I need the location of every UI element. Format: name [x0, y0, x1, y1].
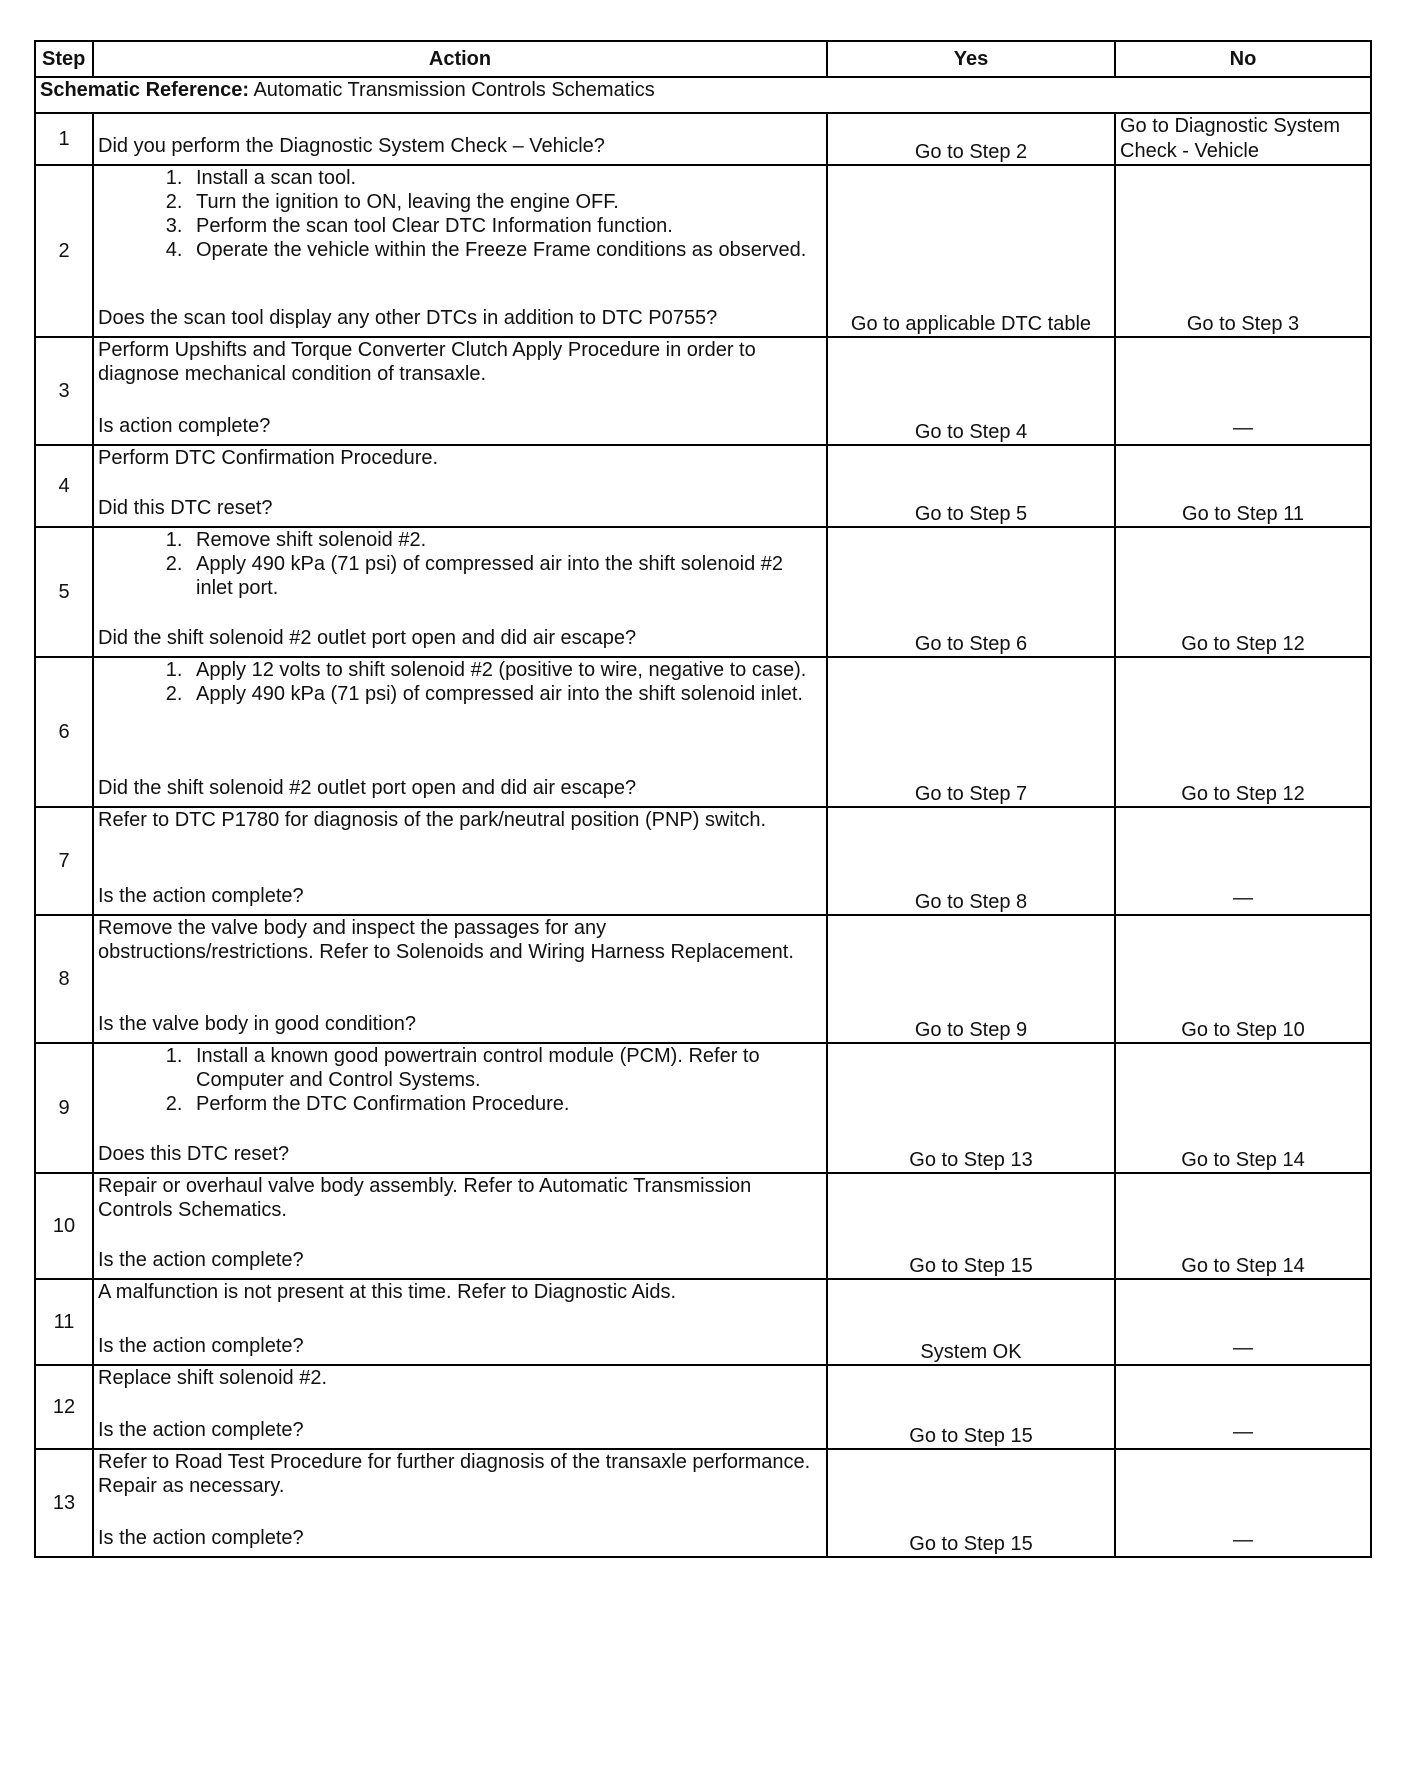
action-cell [93, 1365, 827, 1449]
yes-result: Go to Step 2 [827, 113, 1115, 165]
yes-result: Go to Step 9 [827, 915, 1115, 1043]
no-result: Go to Step 14 [1115, 1173, 1371, 1279]
action-step-list [98, 658, 822, 706]
no-result: Go to Step 3 [1115, 165, 1371, 337]
no-result-dash: — [1233, 1337, 1253, 1359]
no-result [1115, 337, 1371, 445]
action-question: Did you perform the Diagnostic System Check – Vehicle? [98, 135, 605, 157]
action-cell [93, 915, 827, 1043]
action-question: Is the action complete? [98, 1249, 304, 1271]
action-cell [93, 1043, 827, 1173]
yes-result: Go to Step 8 [827, 807, 1115, 915]
action-step-item: 4. Operate the vehicle within the Freeze Frame conditions as observed. [188, 238, 822, 262]
step-row [35, 527, 1371, 657]
action-cell [93, 337, 827, 445]
action-question: Did this DTC reset? [98, 497, 273, 519]
yes-result: Go to Step 13 [827, 1043, 1115, 1173]
action-text: Remove the valve body and inspect the passages for any obstructions/restrictions. Refer to Solenoids and Wiring Harness Replacement. [98, 917, 794, 963]
yes-result: Go to Step 15 [827, 1365, 1115, 1449]
step-row [35, 337, 1371, 445]
step-row [35, 1449, 1371, 1557]
yes-column-header: Yes [827, 41, 1115, 77]
step-row [35, 657, 1371, 807]
action-step-list [98, 528, 822, 600]
action-text: Perform Upshifts and Torque Converter Clutch Apply Procedure in order to diagnose mechanical condition of transaxle. [98, 339, 756, 385]
yes-result: Go to Step 4 [827, 337, 1115, 445]
yes-result: Go to applicable DTC table [827, 165, 1115, 337]
action-question: Is the action complete? [98, 1335, 304, 1357]
action-cell [93, 445, 827, 527]
schematic-reference-row [35, 77, 1371, 113]
step-row [35, 445, 1371, 527]
header-row [35, 41, 1371, 77]
step-number: 1 [35, 113, 93, 165]
no-result [1115, 807, 1371, 915]
action-step-item: 1. Remove shift solenoid #2. [188, 528, 822, 552]
action-cell [93, 807, 827, 915]
yes-result: Go to Step 15 [827, 1449, 1115, 1557]
action-cell [93, 657, 827, 807]
action-text: Refer to DTC P1780 for diagnosis of the park/neutral position (PNP) switch. [98, 809, 767, 831]
step-number: 5 [35, 527, 93, 657]
action-step-item: 1. Apply 12 volts to shift solenoid #2 (positive to wire, negative to case). [188, 658, 822, 682]
no-result [1115, 1279, 1371, 1365]
step-number: 7 [35, 807, 93, 915]
step-number: 13 [35, 1449, 93, 1557]
action-step-item: 1. Install a scan tool. [188, 166, 822, 190]
action-cell [93, 1279, 827, 1365]
no-result-dash: — [1233, 887, 1253, 909]
step-number: 11 [35, 1279, 93, 1365]
action-cell [93, 1173, 827, 1279]
action-column-header: Action [93, 41, 827, 77]
step-row [35, 1279, 1371, 1365]
action-step-item: 1. Install a known good powertrain control module (PCM). Refer to Computer and Control Systems. [188, 1044, 822, 1092]
no-result [1115, 1365, 1371, 1449]
no-result: Go to Step 12 [1115, 527, 1371, 657]
no-result-dash: — [1233, 1529, 1253, 1551]
action-step-item: 2. Apply 490 kPa (71 psi) of compressed air into the shift solenoid #2 inlet port. [188, 552, 822, 600]
action-cell [93, 165, 827, 337]
action-text: Repair or overhaul valve body assembly. Refer to Automatic Transmission Controls Schematics. [98, 1175, 752, 1221]
step-number: 8 [35, 915, 93, 1043]
yes-result: System OK [827, 1279, 1115, 1365]
no-result [1115, 1449, 1371, 1557]
step-number: 10 [35, 1173, 93, 1279]
diagnostic-table [34, 40, 1372, 1558]
action-step-item: 3. Perform the scan tool Clear DTC Information function. [188, 214, 822, 238]
action-cell [93, 527, 827, 657]
step-row [35, 915, 1371, 1043]
action-question: Is action complete? [98, 415, 271, 437]
action-step-item: 2. Perform the DTC Confirmation Procedure. [188, 1092, 822, 1116]
action-step-list [98, 1044, 822, 1116]
action-step-list [98, 166, 822, 262]
action-cell [93, 113, 827, 165]
no-result-dash: — [1233, 1421, 1253, 1443]
yes-result: Go to Step 5 [827, 445, 1115, 527]
step-number: 3 [35, 337, 93, 445]
step-number: 12 [35, 1365, 93, 1449]
action-text: Replace shift solenoid #2. [98, 1367, 328, 1389]
action-question: Did the shift solenoid #2 outlet port open and did air escape? [98, 777, 637, 799]
yes-result: Go to Step 6 [827, 527, 1115, 657]
action-question: Did the shift solenoid #2 outlet port open and did air escape? [98, 627, 637, 649]
step-row [35, 807, 1371, 915]
action-step-item: 2. Apply 490 kPa (71 psi) of compressed air into the shift solenoid inlet. [188, 682, 822, 706]
yes-result: Go to Step 7 [827, 657, 1115, 807]
step-row [35, 165, 1371, 337]
step-number: 6 [35, 657, 93, 807]
step-row [35, 1365, 1371, 1449]
action-question: Is the valve body in good condition? [98, 1013, 416, 1035]
step-number: 4 [35, 445, 93, 527]
schematic-reference-text: Automatic Transmission Controls Schematics [253, 79, 655, 101]
action-text: Refer to Road Test Procedure for further diagnosis of the transaxle performance. Repair as necessary. [98, 1451, 811, 1497]
step-number: 2 [35, 165, 93, 337]
step-row [35, 113, 1371, 165]
action-question: Is the action complete? [98, 1419, 304, 1441]
step-number: 9 [35, 1043, 93, 1173]
action-step-item: 2. Turn the ignition to ON, leaving the engine OFF. [188, 190, 822, 214]
yes-result: Go to Step 15 [827, 1173, 1115, 1279]
action-text: Perform DTC Confirmation Procedure. [98, 447, 439, 469]
step-row [35, 1043, 1371, 1173]
no-result-dash: — [1233, 417, 1253, 439]
action-question: Is the action complete? [98, 885, 304, 907]
action-cell [93, 1449, 827, 1557]
no-column-header: No [1115, 41, 1371, 77]
no-result: Go to Step 14 [1115, 1043, 1371, 1173]
action-question: Is the action complete? [98, 1527, 304, 1549]
no-result: Go to Step 10 [1115, 915, 1371, 1043]
no-result: Go to Diagnostic System Check - Vehicle [1115, 113, 1371, 165]
step-column-header: Step [35, 41, 93, 77]
step-row [35, 1173, 1371, 1279]
action-question: Does this DTC reset? [98, 1143, 290, 1165]
schematic-reference [35, 77, 1371, 113]
no-result: Go to Step 11 [1115, 445, 1371, 527]
no-result: Go to Step 12 [1115, 657, 1371, 807]
schematic-reference-label: Schematic Reference: [40, 79, 249, 101]
action-question: Does the scan tool display any other DTCs in addition to DTC P0755? [98, 307, 718, 329]
action-text: A malfunction is not present at this time. Refer to Diagnostic Aids. [98, 1281, 677, 1303]
